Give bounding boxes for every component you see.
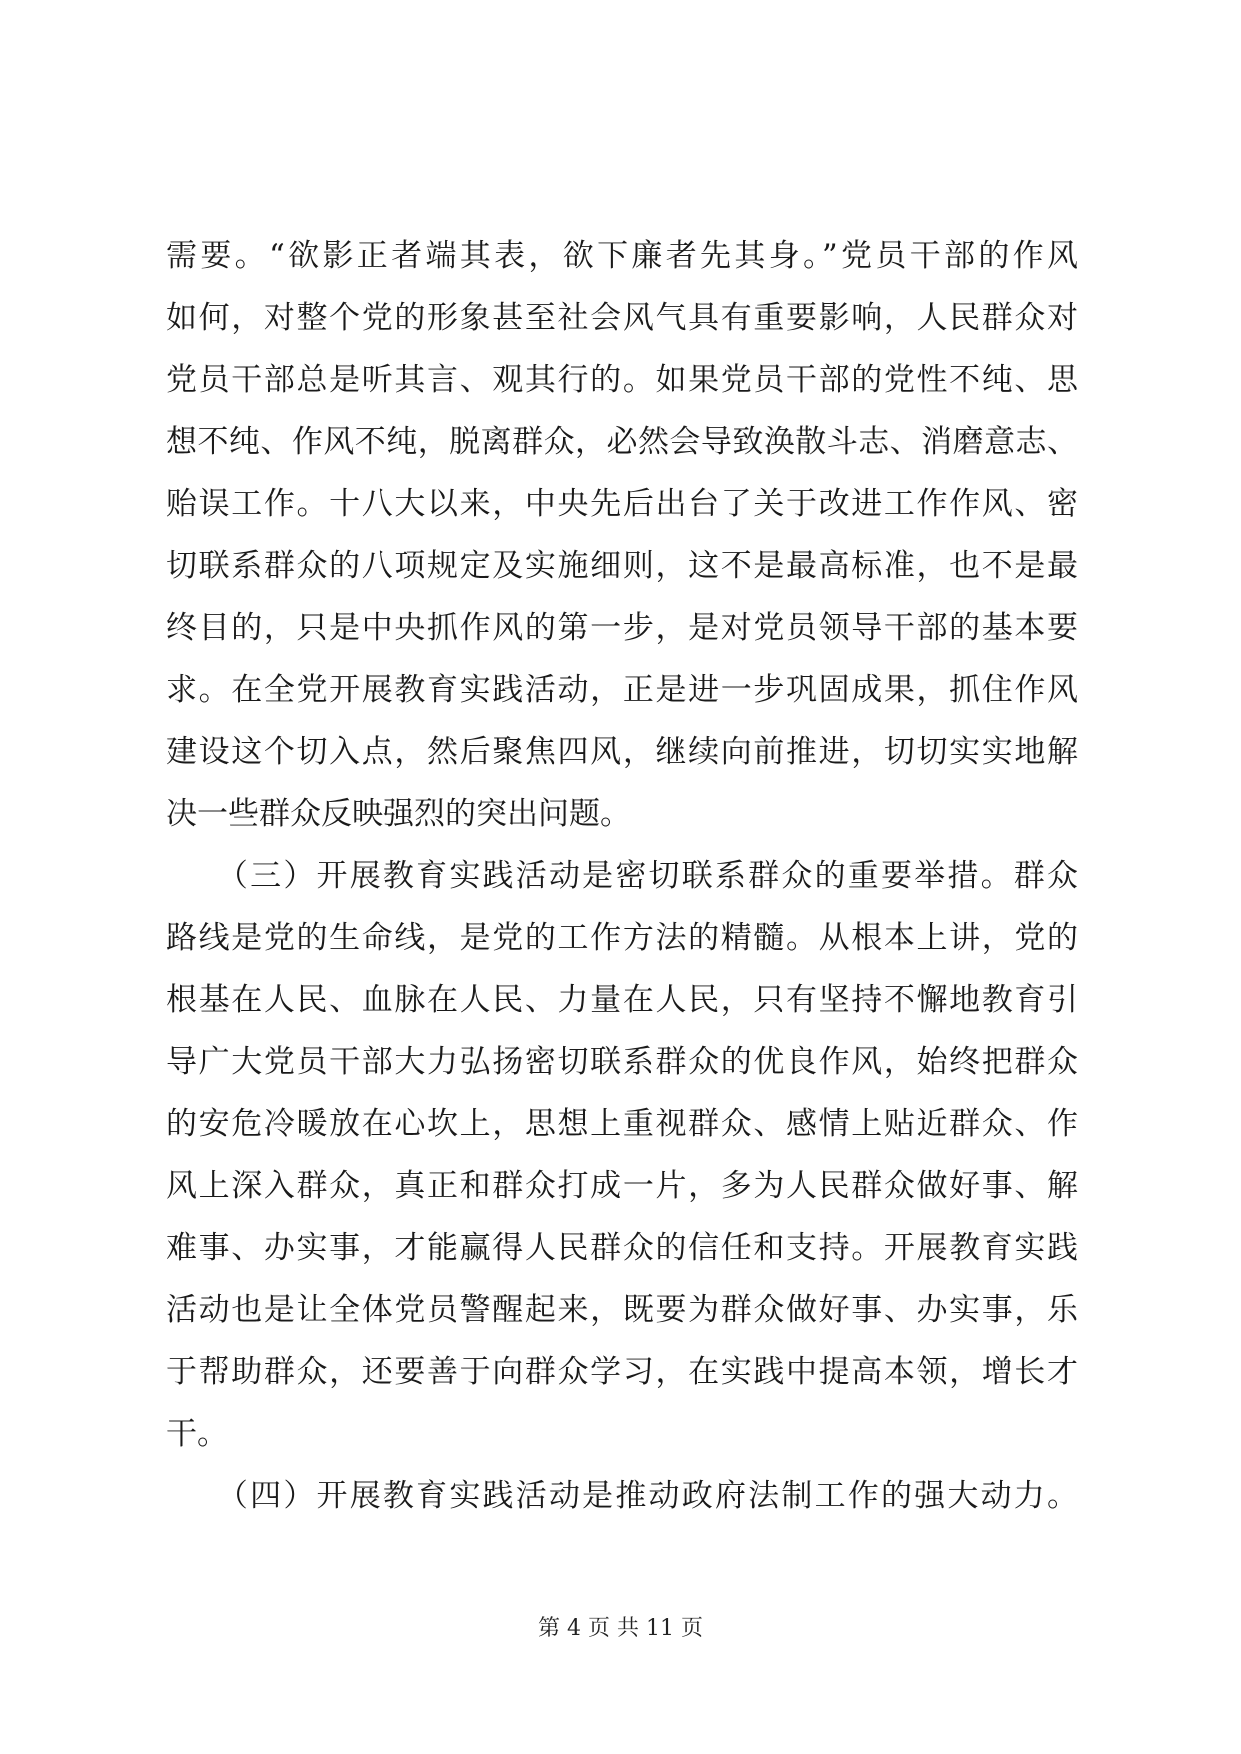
text-line: 贻误工作。十八大以来，中央先后出台了关于改进工作作风、密 bbox=[166, 486, 1078, 522]
paragraph-end-line: 决一些群众反映强烈的突出问题。 bbox=[166, 796, 631, 832]
text-line: 难事、办实事，才能赢得人民群众的信任和支持。开展教育实践 bbox=[166, 1230, 1078, 1266]
body-text bbox=[166, 225, 1078, 1527]
text-line: 终目的，只是中央抓作风的第一步，是对党员领导干部的基本要 bbox=[166, 610, 1078, 646]
text-line: 风上深入群众，真正和群众打成一片，多为人民群众做好事、解 bbox=[166, 1168, 1078, 1204]
text-line: 如何，对整个党的形象甚至社会风气具有重要影响，人民群众对 bbox=[166, 300, 1078, 336]
text-line: （三）开展教育实践活动是密切联系群众的重要举措。群众 bbox=[166, 858, 1078, 894]
text-line: 路线是党的生命线，是党的工作方法的精髓。从根本上讲，党的 bbox=[166, 920, 1078, 956]
page-footer: 第 4 页 共 11 页 bbox=[538, 1616, 703, 1641]
text-line: 的安危冷暖放在心坎上，思想上重视群众、感情上贴近群众、作 bbox=[166, 1106, 1078, 1142]
text-line: 切联系群众的八项规定及实施细则，这不是最高标准，也不是最 bbox=[166, 548, 1078, 584]
text-line: 需要。“欲影正者端其表，欲下廉者先其身。”党员干部的作风 bbox=[166, 238, 1078, 274]
text-line: 根基在人民、血脉在人民、力量在人民，只有坚持不懈地教育引 bbox=[166, 982, 1078, 1018]
text-line: 想不纯、作风不纯，脱离群众，必然会导致涣散斗志、消磨意志、 bbox=[166, 424, 1078, 460]
paragraph-end-line: 干。 bbox=[166, 1416, 228, 1452]
text-line: 建设这个切入点，然后聚焦四风，继续向前推进，切切实实地解 bbox=[166, 734, 1078, 770]
text-line: 党员干部总是听其言、观其行的。如果党员干部的党性不纯、思 bbox=[166, 362, 1078, 398]
text-line: 求。在全党开展教育实践活动，正是进一步巩固成果，抓住作风 bbox=[166, 672, 1078, 708]
text-line: 于帮助群众，还要善于向群众学习，在实践中提高本领，增长才 bbox=[166, 1354, 1078, 1390]
text-line: 活动也是让全体党员警醒起来，既要为群众做好事、办实事，乐 bbox=[166, 1292, 1078, 1328]
text-line: 导广大党员干部大力弘扬密切联系群众的优良作风，始终把群众 bbox=[166, 1044, 1078, 1080]
text-line: （四）开展教育实践活动是推动政府法制工作的强大动力。 bbox=[166, 1478, 1078, 1514]
